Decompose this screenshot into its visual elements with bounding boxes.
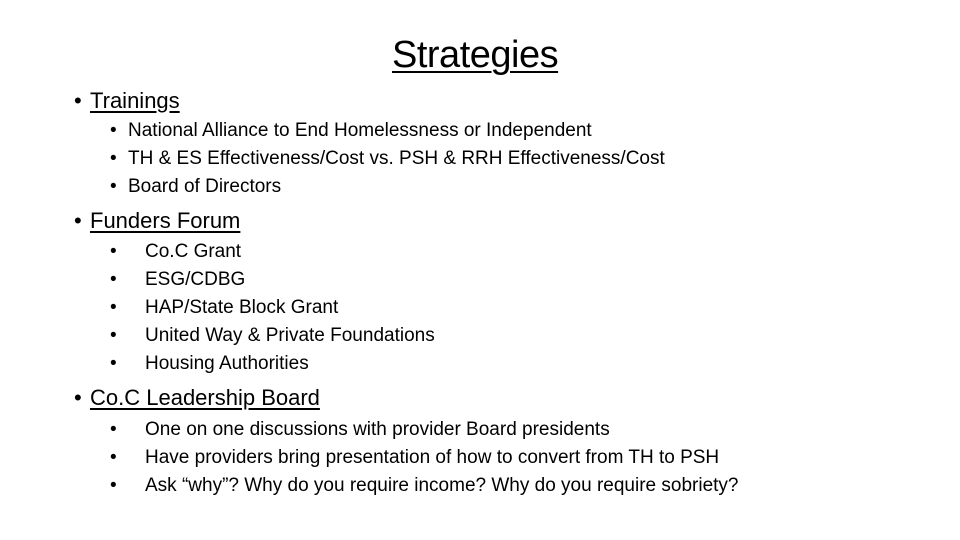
list-item-text: Board of Directors xyxy=(128,176,282,197)
list-item xyxy=(110,447,719,469)
list-item-text: United Way & Private Foundations xyxy=(145,325,435,346)
list-item-text: ESG/CDBG xyxy=(145,269,246,290)
list-item xyxy=(110,353,309,375)
list-item xyxy=(110,269,245,291)
list-item-text: National Alliance to End Homelessness or Independent xyxy=(128,120,592,141)
bullet-glyph: • xyxy=(110,325,117,346)
section-heading-trainings xyxy=(74,88,180,114)
list-item-text: Have providers bring presentation of how to convert from TH to PSH xyxy=(145,447,720,468)
list-item xyxy=(110,297,338,319)
bullet-glyph: • xyxy=(74,208,82,233)
list-item-text: Co.C Grant xyxy=(145,241,242,262)
bullet-glyph: • xyxy=(110,148,117,169)
list-item-text: TH & ES Effectiveness/Cost vs. PSH & RRH Effectiveness/Cost xyxy=(128,148,665,169)
slide-title: Strategies xyxy=(392,34,559,76)
section-heading-coc-leadership-board xyxy=(74,385,320,411)
bullet-glyph: • xyxy=(74,385,82,410)
bullet-glyph: • xyxy=(110,241,117,262)
bullet-glyph: • xyxy=(74,88,82,113)
list-item xyxy=(110,241,241,263)
list-item-text: Ask “why”? Why do you require income? Why do you require sobriety? xyxy=(145,475,739,496)
section-heading-label: Co.C Leadership Board xyxy=(90,385,320,410)
list-item xyxy=(110,120,592,142)
bullet-glyph: • xyxy=(110,447,117,468)
bullet-glyph: • xyxy=(110,297,117,318)
bullet-glyph: • xyxy=(110,176,117,197)
list-item xyxy=(110,176,281,198)
bullet-glyph: • xyxy=(110,353,117,374)
section-heading-label: Funders Forum xyxy=(90,208,241,233)
list-item xyxy=(110,148,665,170)
bullet-glyph: • xyxy=(110,419,117,440)
list-item xyxy=(110,325,435,347)
section-heading-label: Trainings xyxy=(90,88,180,113)
list-item-text: Housing Authorities xyxy=(145,353,309,374)
list-item xyxy=(110,419,610,441)
bullet-glyph: • xyxy=(110,120,117,141)
list-item xyxy=(110,475,738,497)
list-item-text: HAP/State Block Grant xyxy=(145,297,339,318)
section-heading-funders-forum xyxy=(74,208,240,234)
list-item-text: One on one discussions with provider Board presidents xyxy=(145,419,610,440)
bullet-glyph: • xyxy=(110,269,117,290)
bullet-glyph: • xyxy=(110,475,117,496)
